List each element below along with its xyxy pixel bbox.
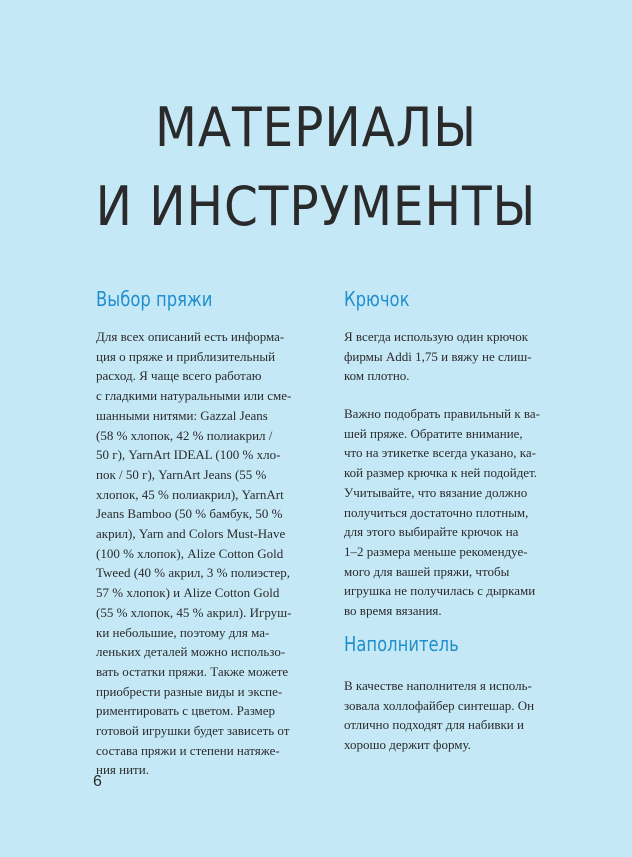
- text-line: фирмы Addi 1,75 и вяжу не слиш-: [344, 348, 532, 364]
- text-line: шей пряже. Обратите внимание,: [344, 425, 523, 441]
- text-line: с гладкими натуральными или сме-: [96, 388, 292, 404]
- text-line: ция о пряже и приблизительный: [96, 348, 276, 364]
- text-line: ки небольшие, поэтому для ма-: [96, 624, 270, 640]
- text-line: (55 % хлопок, 45 % акрил). Игруш-: [96, 604, 292, 620]
- text-line: Важно подобрать правильный к ва-: [344, 406, 541, 421]
- page-title-line-2: И ИНСТРУМЕНТЫ: [95, 175, 537, 238]
- hook-paragraph-1: [344, 327, 578, 386]
- yarn-paragraph: [96, 327, 331, 780]
- text-line: Tweed (40 % акрил, 3 % полиэстер,: [96, 565, 291, 581]
- text-line: зовала холлофайбер синтешар. Он: [344, 697, 535, 713]
- text-line: 1–2 размера меньше рекомендуе-: [344, 543, 528, 559]
- text-line: во время вязания.: [344, 603, 442, 619]
- text-line: Я всегда использую один крючок: [344, 329, 529, 344]
- text-line: хлопок, 45 % полиакрил), YarnArt: [96, 486, 284, 502]
- text-line: шанными нитями: Gazzal Jeans: [96, 407, 268, 423]
- hook-heading: Крючок: [344, 287, 410, 311]
- text-line: акрил), Yarn and Colors Must-Have: [96, 526, 286, 542]
- text-line: вать остатки пряжи. Также можете: [96, 663, 289, 679]
- text-line: хорошо держит форму.: [344, 737, 471, 753]
- text-line: ком плотно.: [344, 368, 410, 384]
- text-line: 50 г), YarnArt IDEAL (100 % хло-: [96, 447, 281, 463]
- text-line: мого для вашей пряжи, чтобы: [344, 563, 510, 579]
- filler-paragraph: [344, 676, 578, 755]
- text-line: приобрести разные виды и экспе-: [96, 683, 283, 699]
- text-line: ния нити.: [96, 762, 149, 778]
- text-line: Jeans Bamboo (50 % бамбук, 50 %: [96, 506, 283, 522]
- text-line: для этого выбирайте крючок на: [344, 524, 519, 540]
- text-line: Для всех описаний есть информа-: [96, 329, 285, 344]
- page-title-line-1: МАТЕРИАЛЫ: [154, 96, 478, 159]
- text-line: В качестве наполнителя я исполь-: [344, 678, 532, 693]
- text-line: что на этикетке всегда указано, ка-: [344, 445, 536, 461]
- text-line: состава пряжи и степени натяже-: [96, 742, 280, 758]
- text-line: Учитывайте, что вязание должно: [344, 484, 528, 500]
- text-line: (100 % хлопок), Alize Cotton Gold: [96, 545, 284, 561]
- text-line: получиться достаточно плотным,: [344, 504, 529, 520]
- text-line: готовой игрушки будет зависеть от: [96, 723, 290, 739]
- text-line: 57 % хлопок) и Alize Cotton Gold: [96, 585, 280, 601]
- text-line: игрушка не получилась с дырками: [344, 583, 536, 599]
- text-line: отлично подходят для набивки и: [344, 717, 524, 733]
- text-line: пок / 50 г), YarnArt Jeans (55 %: [96, 466, 267, 482]
- hook-paragraph-2: [344, 404, 578, 621]
- yarn-heading: Выбор пряжи: [96, 287, 213, 311]
- text-line: кой размер крючка к ней подойдет.: [344, 465, 538, 481]
- text-line: расход. Я чаще всего работаю: [96, 368, 262, 384]
- text-line: леньких деталей можно использо-: [96, 644, 286, 660]
- text-line: (58 % хлопок, 42 % полиакрил /: [96, 427, 273, 443]
- text-line: риментировать с цветом. Размер: [96, 703, 276, 719]
- filler-heading: Наполнитель: [344, 632, 459, 656]
- page-number: 6: [93, 773, 102, 790]
